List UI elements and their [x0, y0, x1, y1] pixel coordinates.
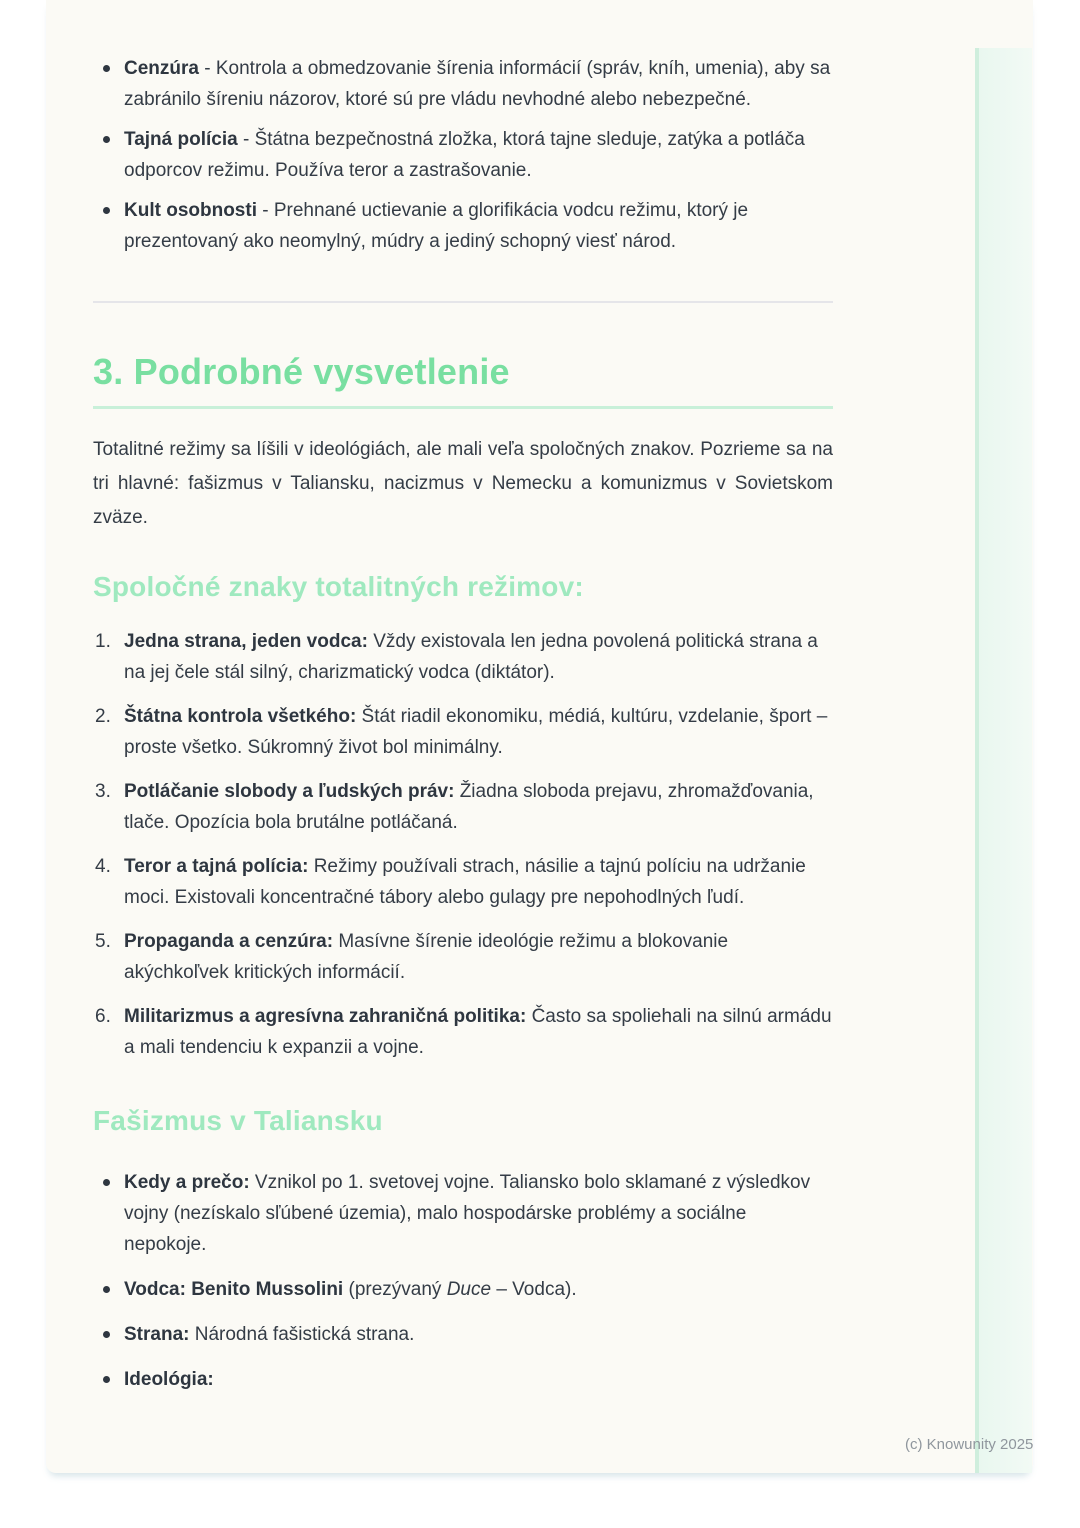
list-item — [93, 124, 833, 186]
bullet-icon — [103, 1331, 110, 1338]
section-title-underline — [93, 406, 833, 409]
bullet-icon — [103, 1376, 110, 1383]
copyright-watermark: (c) Knowunity 2025 — [905, 1436, 1034, 1453]
list-number: 4. — [95, 856, 111, 877]
list-item — [93, 1001, 833, 1063]
trait-text: Vždy existovala len jedna povolená politická strana a na jej čele stál silný, charizmatický vodca (diktátor). — [124, 631, 818, 683]
trait-text: Žiadna sloboda prejavu, zhromažďovania, tlače. Opozícia bola brutálne potláčaná. — [124, 781, 814, 833]
definition-term: Cenzúra — [124, 58, 199, 79]
list-item — [93, 926, 833, 988]
list-item — [93, 1167, 833, 1260]
document-page — [46, 0, 1033, 1473]
definitions-list — [93, 53, 833, 257]
fascism-bullet-list — [93, 1167, 833, 1395]
section-title: 3. Podrobné vysvetlenie — [93, 351, 510, 392]
list-item — [93, 1364, 833, 1395]
definition-text: - Štátna bezpečnostná zložka, ktorá tajne sleduje, zatýka a potláča odporcov režimu. Používa teror a zastrašovanie. — [124, 129, 805, 181]
trait-text: Často sa spoliehali na silnú armádu a mali tendenciu k expanzii a vojne. — [124, 1006, 832, 1058]
definition-term: Kult osobnosti — [124, 200, 257, 221]
trait-term: Militarizmus a agresívna zahraničná politika: — [124, 1006, 527, 1027]
trait-term: Potláčanie slobody a ľudských práv: — [124, 781, 455, 802]
definition-text: - Kontrola a obmedzovanie šírenia informácií (správ, kníh, umenia), aby sa zabránilo šíreniu názorov, ktoré sú pre vládu nevhodné alebo nebezpečné. — [124, 58, 831, 110]
watermark-stripe — [975, 48, 1032, 1473]
fascism-text: – Vodca). — [491, 1279, 577, 1300]
fascism-italic-text: Duce — [446, 1279, 492, 1300]
fascism-term: Ideológia: — [124, 1369, 214, 1390]
list-item — [93, 53, 833, 115]
list-number: 3. — [95, 781, 111, 802]
fascism-text: Národná fašistická strana. — [189, 1324, 415, 1345]
trait-term: Teror a tajná polícia: — [124, 856, 309, 877]
fascism-term: Kedy a prečo: — [124, 1172, 250, 1193]
fascism-text: (prezývaný — [343, 1279, 447, 1300]
section-intro-paragraph: Totalitné režimy sa líšili v ideológiách, ale mali veľa spoločných znakov. Pozrieme sa na tri hlavné: fašizmus v Taliansku, nacizmus v Nemecku a komunizmus v Sovietskom zväze. — [93, 439, 833, 528]
trait-term: Propaganda a cenzúra: — [124, 931, 334, 952]
trait-text: Režimy používali strach, násilie a tajnú políciu na udržanie moci. Existovali koncentračné tábory alebo gulagy pre nepohodlných ľudí. — [124, 856, 806, 908]
fascism-term: Strana: — [124, 1324, 190, 1345]
trait-term: Štátna kontrola všetkého: — [124, 706, 357, 727]
trait-text: Masívne šírenie ideológie režimu a blokovanie akýchkoľvek kritických informácií. — [124, 931, 729, 983]
list-item — [93, 1319, 833, 1350]
fascism-text: Vznikol po 1. svetovej vojne. Taliansko bolo sklamané z výsledkov vojny (nezískalo sľúbené územia), malo hospodárske problémy a sociálne nepokoje. — [124, 1172, 811, 1255]
list-number: 5. — [95, 931, 111, 952]
bullet-icon — [103, 65, 110, 72]
bullet-icon — [103, 207, 110, 214]
fascism-heading: Fašizmus v Taliansku — [93, 1105, 383, 1136]
list-item — [93, 626, 833, 688]
list-item — [93, 851, 833, 913]
bullet-icon — [103, 1286, 110, 1293]
definition-term: Tajná polícia — [124, 129, 238, 150]
list-number: 6. — [95, 1006, 111, 1027]
list-item — [93, 776, 833, 838]
definition-text: - Prehnané uctievanie a glorifikácia vodcu režimu, ktorý je prezentovaný ako neomylný, múdry a jediný schopný viesť národ. — [124, 200, 749, 252]
trait-text: Štát riadil ekonomiku, médiá, kultúru, vzdelanie, šport – proste všetko. Súkromný život bol minimálny. — [124, 706, 828, 758]
list-number: 2. — [95, 706, 111, 727]
bullet-icon — [103, 136, 110, 143]
list-item — [93, 195, 833, 257]
traits-heading: Spoločné znaky totalitných režimov: — [93, 571, 584, 602]
document-content — [93, 0, 833, 1409]
fascism-term: Vodca: Benito Mussolini — [124, 1279, 344, 1300]
list-item — [93, 701, 833, 763]
list-item — [93, 1274, 833, 1305]
traits-numbered-list — [93, 626, 833, 1063]
trait-term: Jedna strana, jeden vodca: — [124, 631, 368, 652]
bullet-icon — [103, 1179, 110, 1186]
section-divider — [93, 301, 833, 303]
list-number: 1. — [95, 631, 111, 652]
